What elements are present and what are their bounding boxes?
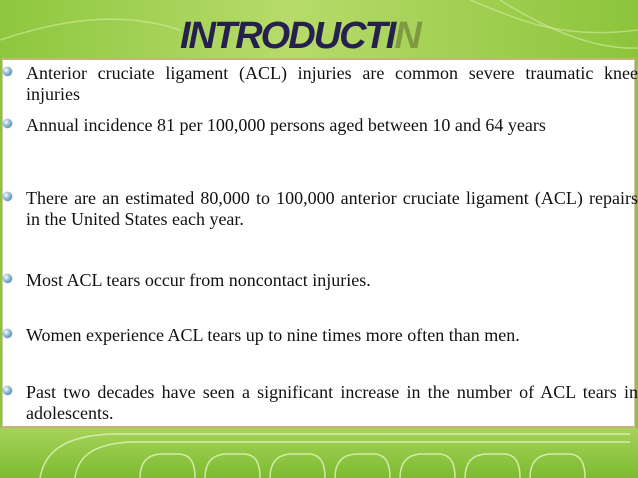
bullet-icon [3, 192, 12, 201]
content-panel [2, 58, 638, 428]
bullet-text: Most ACL tears occur from noncontact injuries. [26, 270, 371, 290]
slide-title-faded: N [394, 15, 420, 57]
bullet-text: There are an estimated 80,000 to 100,000 anterior cruciate ligament (ACL) repairs in the United States each year. [26, 188, 638, 229]
bullet-text: Annual incidence 81 per 100,000 persons aged between 10 and 64 years [26, 115, 546, 135]
bullet-text: Past two decades have seen a significant increase in the number of ACL tears in adolescents. [26, 382, 638, 423]
bullet-icon [3, 67, 12, 76]
bullet-text: Anterior cruciate ligament (ACL) injuries are common severe traumatic knee injuries [26, 63, 638, 104]
slide-title [180, 14, 440, 58]
bullet-icon [3, 119, 12, 128]
bullet-icon [3, 329, 12, 338]
slide-title-main: INTRODUCTI [180, 15, 395, 57]
bullet-icon [3, 386, 12, 395]
footer-band [0, 428, 638, 478]
bullet-text: Women experience ACL tears up to nine times more often than men. [26, 325, 520, 345]
bullet-icon [3, 274, 12, 283]
